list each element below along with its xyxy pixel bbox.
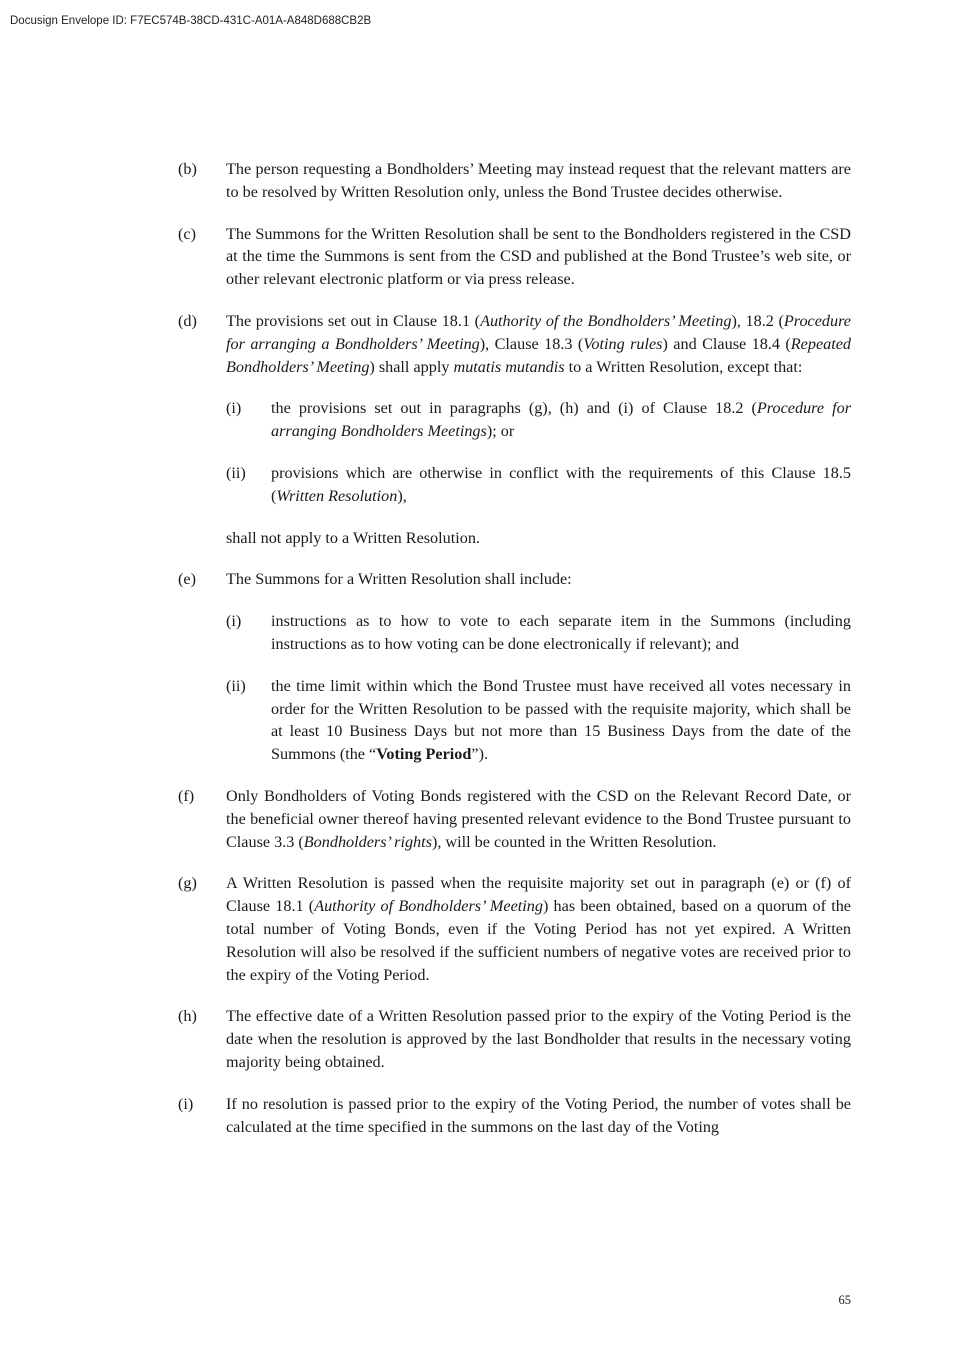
paragraph-f: [178, 785, 851, 853]
paragraph-b: [178, 158, 851, 204]
page-number: 65: [838, 1293, 851, 1307]
subparagraph-d-i: [226, 397, 851, 443]
subparagraph-text: instructions as to how to vote to each separate item in the Summons (including instructions as to how voting can be done electronically if relevant); and: [271, 612, 851, 653]
text-segment: The provisions set out in Clause 18.1 (: [226, 311, 481, 330]
italic-phrase: mutatis mutandis: [453, 357, 565, 376]
italic-reference: Voting rules: [583, 334, 663, 353]
paragraph-text: The effective date of a Written Resolution passed prior to the expiry of the Voting Period is the date when the resolution is approved by the last Bondholder that results in the necessary voting majority being obtained.: [226, 1007, 851, 1071]
text-segment: to a Written Resolution, except that:: [564, 357, 803, 376]
text-segment: provisions which are otherwise in conflict with the requirements of this Clause 18.5 (: [271, 463, 851, 505]
italic-reference: Bondholders’ rights: [303, 832, 432, 851]
envelope-id-header: Docusign Envelope ID: F7EC574B-38CD-431C-A01A-A848D688CB2B: [10, 15, 372, 27]
paragraph-text: If no resolution is passed prior to the expiry of the Voting Period, the number of votes shall be calculated at the time specified in the summons on the last day of the Voting: [226, 1094, 851, 1136]
italic-reference: Written Resolution: [276, 486, 398, 505]
paragraph-c: [178, 223, 851, 291]
paragraph-label: (c): [178, 224, 196, 243]
subparagraph-text: [271, 399, 851, 440]
subparagraph-label: (ii): [226, 676, 246, 695]
italic-reference: Procedure for arranging Bondholders Meetings: [271, 399, 851, 441]
paragraph-text: The Summons for the Written Resolution shall be sent to the Bondholders registered in the CSD at the time the Summons is sent from the CSD and published at the Bond Trustee’s web site, or other relevant electronic platform or via press release.: [226, 224, 851, 289]
italic-reference: Authority of Bondholders’ Meeting: [314, 897, 543, 916]
paragraph-label: (d): [178, 311, 197, 330]
text-segment: ”).: [471, 745, 489, 764]
paragraph-g: [178, 872, 851, 986]
subparagraph-text: [271, 464, 851, 505]
paragraph-d: [178, 310, 851, 378]
paragraph-label: (i): [178, 1094, 194, 1113]
subparagraph-d-ii: [226, 462, 851, 508]
subparagraph-e-ii: [226, 675, 851, 766]
subparagraph-label: (i): [226, 612, 242, 631]
subparagraph-e-i: [226, 610, 851, 656]
italic-reference: Repeated Bondholders’ Meeting: [226, 334, 852, 376]
paragraph-text: [226, 312, 851, 376]
text-segment: ),: [397, 486, 407, 505]
text-segment: ) shall apply: [369, 357, 454, 376]
paragraph-text: The person requesting a Bondholders’ Meeting may instead request that the relevant matters are to be resolved by Written Resolution only, unless the Bond Trustee decides otherwise.: [226, 160, 851, 201]
text-segment: ) and Clause 18.4 (: [662, 334, 791, 353]
paragraph-i: [178, 1093, 851, 1139]
paragraph-text: [226, 787, 851, 851]
text-segment: ) has been obtained, based on a quorum of the total number of Voting Bonds, even if the Voting Period has not yet expired. A Written Resolution will also be resolved if the sufficient numbers of negative votes are received prior to the expiry of the Voting Period.: [226, 897, 851, 984]
text-segment: ), Clause 18.3 (: [479, 334, 584, 353]
text-segment: ); or: [486, 422, 515, 441]
paragraph-text: The Summons for a Written Resolution shall include:: [226, 570, 572, 589]
paragraph-label: (e): [178, 570, 196, 589]
paragraph-d-continuation: shall not apply to a Written Resolution.: [226, 528, 480, 547]
text-segment: A Written Resolution is passed when the requisite majority set out in paragraph (e) or (f) of Clause 18.1 (: [226, 874, 851, 916]
text-segment: ), will be counted in the Written Resolution.: [431, 832, 717, 851]
paragraph-label: (f): [178, 786, 195, 805]
text-segment: the provisions set out in paragraphs (g), (h) and (i) of Clause 18.2 (: [271, 399, 757, 418]
italic-reference: Procedure for arranging a Bondholders’ Meeting: [226, 311, 851, 353]
subparagraph-label: (ii): [226, 463, 246, 482]
paragraph-e: [178, 568, 851, 591]
paragraph-label: (b): [178, 160, 197, 178]
subparagraph-label: (i): [226, 399, 242, 418]
italic-reference: Authority of the Bondholders’ Meeting: [480, 311, 732, 330]
paragraph-text: [226, 874, 851, 983]
text-segment: the time limit within which the Bond Trustee must have received all votes necessary in order for the Written Resolution to be passed with the requisite majority, which shall be at least 10 Business Days but not more than 15 Business Days from the date of the Summons (the “: [271, 676, 851, 764]
defined-term: Voting Period: [376, 745, 472, 764]
document-body: [178, 158, 851, 1138]
paragraph-label: (h): [178, 1007, 197, 1026]
text-segment: ), 18.2 (: [731, 311, 784, 330]
subparagraph-text: [271, 677, 851, 763]
text-segment: Only Bondholders of Voting Bonds registered with the CSD on the Relevant Record Date, or the beneficial owner thereof having presented relevant evidence to the Bond Trustee pursuant to Clause 3.3 (: [226, 786, 851, 851]
paragraph-label: (g): [178, 874, 197, 893]
paragraph-h: [178, 1005, 851, 1073]
